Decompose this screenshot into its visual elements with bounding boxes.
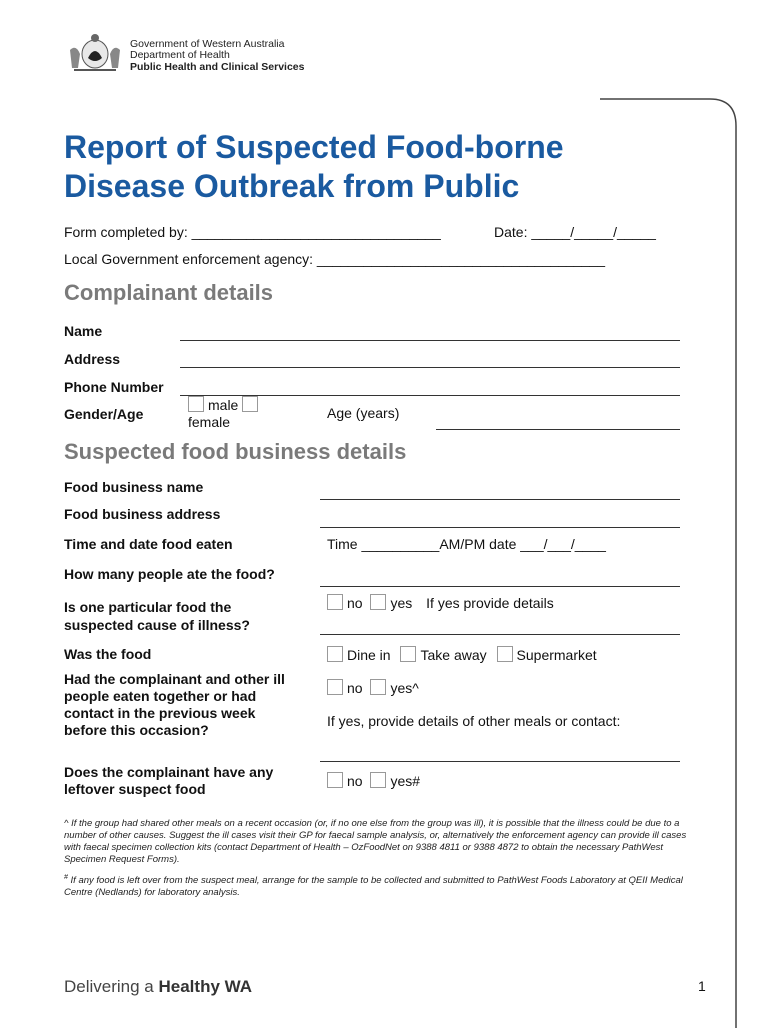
people-count-input-line[interactable] [320,586,680,587]
business-heading: Suspected food business details [64,439,407,464]
form-completed-by-field[interactable]: Form completed by: ________________________________ [64,224,441,240]
footnote-shared-meals: ^ If the group had shared other meals on a recent occasion (or, if no one else from the group was ill), it is possible that the illness could be due to a number of other causes. Suggest the ill cases visit their GP for faecal sample analysis, or, alternatively the enforcement agency can provide ill cases with faecal specimen collection kits (contact Department of Health – OzFoodNet on 9388 4811 or 9388 4872 to obtain the necessary PathWest Specimen Request Forms). [64,818,687,865]
leftover-yes-checkbox[interactable] [370,772,386,788]
time-date-field[interactable]: Time __________AM/PM date ___/___/____ [327,536,606,552]
business-address-input-line[interactable] [320,527,680,528]
time-date-label: Time and date food eaten [64,536,233,552]
leftover-label: Does the complainant have any leftover suspect food [64,764,274,797]
male-label: male [208,397,239,413]
name-label: Name [64,323,103,339]
shared-meals-options: no yes^ [327,679,419,696]
org-name: Government of Western Australia [130,38,285,50]
suspected-food-options: no yes If yes provide details [327,594,554,611]
take-away-checkbox[interactable] [400,646,416,662]
page-title: Report of Suspected Food-borne Disease Outbreak from Public [64,129,564,204]
leftover-no-checkbox[interactable] [327,772,343,788]
suspected-no-checkbox[interactable] [327,594,343,610]
shared-no-checkbox[interactable] [327,679,343,695]
suspected-yes-checkbox[interactable] [370,594,386,610]
female-checkbox[interactable] [242,396,258,412]
form-date-field[interactable]: Date: _____/_____/_____ [494,224,656,240]
complainant-heading: Complainant details [64,280,274,305]
female-label: female [188,414,231,430]
division-name: Public Health and Clinical Services [130,61,305,73]
shared-yes-checkbox[interactable] [370,679,386,695]
shared-details-input-line[interactable] [320,761,680,762]
shared-meals-label: Had the complainant and other ill people eaten together or had contact in the previous week before this occasion? [64,671,285,738]
business-name-label: Food business name [64,479,204,495]
page-number: 1 [698,978,706,994]
suspected-food-details-line[interactable] [320,634,680,635]
gender-options [188,396,262,431]
age-label: Age (years) [327,405,400,421]
business-address-label: Food business address [64,506,221,522]
gender-age-label: Gender/Age [64,406,144,422]
business-name-input-line[interactable] [320,499,680,500]
department-name: Department of Health [130,49,230,61]
food-type-options: Dine in Take away Supermarket [327,646,597,663]
address-input-line[interactable] [180,367,680,368]
suspected-food-label: Is one particular food the suspected cause of illness? [64,599,250,633]
wa-crest-logo [66,30,124,74]
agency-field[interactable]: Local Government enforcement agency: _____________________________________ [64,251,606,267]
age-input-line[interactable] [436,429,680,430]
shared-details-label: If yes, provide details of other meals or contact: [327,713,621,729]
people-count-label: How many people ate the food? [64,566,275,582]
footnote-leftover-food: # If any food is left over from the suspect meal, arrange for the sample to be collected and submitted to PathWest Foods Laboratory at QEII Medical Centre (Nedlands) for laboratory analysis. [64,874,683,899]
phone-label: Phone Number [64,379,164,395]
male-checkbox[interactable] [188,396,204,412]
footer-tagline: Delivering a Healthy WA [64,977,253,996]
supermarket-checkbox[interactable] [497,646,513,662]
dine-in-checkbox[interactable] [327,646,343,662]
address-label: Address [64,351,121,367]
name-input-line[interactable] [180,340,680,341]
leftover-options: no yes# [327,772,420,789]
food-type-label: Was the food [64,646,152,662]
